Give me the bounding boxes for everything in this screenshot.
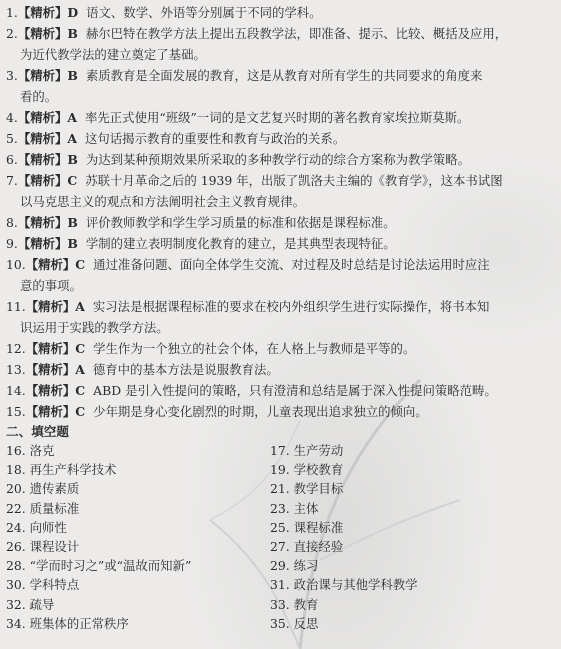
answer-item: 10.【精析】C 通过准备问题、面向全体学生交流、对过程及时总结是讨论法运用时应注 意的事项。: [6, 257, 490, 293]
answer-item: 4.【精析】A 率先正式使用“班级”一词的是文艺复兴时期的著名教育家埃拉斯莫斯。: [6, 110, 470, 125]
fill-answer: 25. 课程标准: [270, 519, 344, 535]
fill-row: [6, 479, 556, 498]
fill-answer: 22. 质量标准: [6, 500, 80, 516]
answer-item: 1.【精析】D 语文、数学、外语等分别属于不同的学科。: [6, 5, 322, 20]
answer-item: 7.【精析】C 苏联十月革命之后的 1939 年，出版了凯洛夫主编的《教育学》，这本书试图 以马克思主义的观点和方法阐明社会主义教育规律。: [6, 173, 503, 209]
fill-answer: 16. 洛克: [6, 443, 55, 458]
answer-item: 11.【精析】A 实习法是根据课程标准的要求在校内外组织学生进行实际操作，将书本知 识运用于实践的教学方法。: [6, 299, 490, 335]
fill-row: [6, 614, 556, 633]
answer-item: 12.【精析】C 学生作为一个独立的社会个体，在人格上与教师是平等的。: [6, 341, 416, 356]
fill-answer: 28. “学而时习之”或“温故而知新”: [6, 558, 192, 574]
answer-item: 13.【精析】A 德育中的基本方法是说服教育法。: [6, 362, 279, 377]
fill-answer: 29. 练习: [270, 558, 319, 574]
fill-row: [6, 460, 556, 479]
fill-row: [6, 537, 556, 556]
fill-answer: 34. 班集体的正常秩序: [6, 615, 129, 631]
fill-answer: 21. 教学目标: [270, 481, 344, 497]
fill-answer: 31. 政治课与其他学科教学: [270, 577, 418, 593]
fill-answer: 30. 学科特点: [6, 577, 80, 593]
answer-item: 9.【精析】B 学制的建立表明制度化教育的建立，是其典型表现特征。: [6, 236, 396, 251]
section-title: 二、填空题: [6, 424, 69, 439]
answer-list: [6, 2, 556, 422]
answer-item: 8.【精析】B 评价教师教学和学生学习质量的标准和依据是课程标准。: [6, 215, 396, 230]
answer-item: 15.【精析】C 少年期是身心变化剧烈的时期，儿童表现出追求独立的倾向。: [6, 404, 428, 419]
fill-answer: 26. 课程设计: [6, 539, 80, 555]
fill-answer: 35. 反思: [270, 615, 319, 631]
answer-item: 14.【精析】C ABD 是引入性提问的策略，只有澄清和总结是属于深入性提问策略范畴。: [6, 383, 497, 398]
fill-answer: 32. 疏导: [6, 596, 55, 612]
fill-row: [6, 441, 556, 460]
fill-row: [6, 595, 556, 614]
answer-item: 6.【精析】B 为达到某种预期效果所采取的多种教学行动的综合方案称为教学策略。: [6, 152, 470, 167]
fill-answer: 19. 学校教育: [270, 462, 344, 478]
fill-row: [6, 556, 556, 575]
answer-item: 3.【精析】B 素质教育是全面发展的教育，这是从教育对所有学生的共同要求的角度来 看的。: [6, 68, 483, 104]
fill-row: [6, 518, 556, 537]
answer-item: 2.【精析】B 赫尔巴特在教学方法上提出五段教学法，即准备、提示、比较、概括及应用， 为近代教学法的建立奠定了基础。: [6, 26, 508, 62]
fill-in-answer-grid: [6, 441, 556, 633]
answer-item: 5.【精析】A 这句话揭示教育的重要性和教育与政治的关系。: [6, 131, 346, 146]
fill-answer: 27. 直接经验: [270, 539, 344, 555]
fill-row: [6, 499, 556, 518]
fill-answer: 17. 生产劳动: [270, 443, 344, 458]
fill-answer: 33. 教育: [270, 596, 319, 612]
fill-answer: 24. 向师性: [6, 519, 67, 535]
fill-row: [6, 575, 556, 594]
fill-answer: 18. 再生产科学技术: [6, 462, 117, 478]
fill-answer: 20. 遗传素质: [6, 481, 80, 497]
fill-answer: 23. 主体: [270, 500, 319, 516]
